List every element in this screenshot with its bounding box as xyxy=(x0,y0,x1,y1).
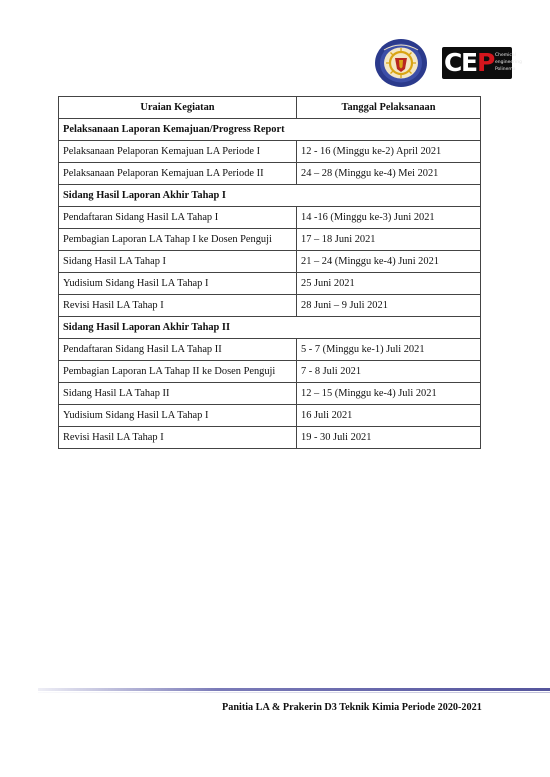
activity-cell: Pembagian Laporan LA Tahap I ke Dosen Penguji xyxy=(59,229,297,251)
date-cell: 7 - 8 Juli 2021 xyxy=(297,361,481,383)
header-date: Tanggal Pelaksanaan xyxy=(297,97,481,119)
date-cell: 5 - 7 (Minggu ke-1) Juli 2021 xyxy=(297,339,481,361)
activity-cell: Pelaksanaan Pelaporan Kemajuan LA Periode I xyxy=(59,141,297,163)
header-activity: Uraian Kegiatan xyxy=(59,97,297,119)
activity-cell: Pendaftaran Sidang Hasil LA Tahap I xyxy=(59,207,297,229)
section-title: Sidang Hasil Laporan Akhir Tahap II xyxy=(59,317,481,339)
cep-letter-e: E xyxy=(461,48,479,77)
schedule-table xyxy=(58,96,481,449)
section-title: Sidang Hasil Laporan Akhir Tahap I xyxy=(59,185,481,207)
table-row xyxy=(59,251,481,273)
table-row xyxy=(59,339,481,361)
activity-cell: Pembagian Laporan LA Tahap II ke Dosen Penguji xyxy=(59,361,297,383)
table-header-row xyxy=(59,97,481,119)
cep-logo xyxy=(442,47,522,79)
date-cell: 24 – 28 (Minggu ke-4) Mei 2021 xyxy=(297,163,481,185)
date-cell: 17 – 18 Juni 2021 xyxy=(297,229,481,251)
activity-cell: Revisi Hasil LA Tahap I xyxy=(59,427,297,449)
activity-cell: Pelaksanaan Pelaporan Kemajuan LA Periode II xyxy=(59,163,297,185)
university-seal-icon xyxy=(370,38,432,88)
activity-cell: Yudisium Sidang Hasil LA Tahap I xyxy=(59,405,297,427)
cep-tagline xyxy=(495,52,522,73)
activity-cell: Yudisium Sidang Hasil LA Tahap I xyxy=(59,273,297,295)
section-title: Pelaksanaan Laporan Kemajuan/Progress Report xyxy=(59,119,481,141)
table-row xyxy=(59,383,481,405)
table-row xyxy=(59,141,481,163)
date-cell: 28 Juni – 9 Juli 2021 xyxy=(297,295,481,317)
header-logos xyxy=(370,38,522,88)
date-cell: 14 -16 (Minggu ke-3) Juni 2021 xyxy=(297,207,481,229)
cep-letter-c: C xyxy=(444,48,463,77)
activity-cell: Sidang Hasil LA Tahap II xyxy=(59,383,297,405)
date-cell: 21 – 24 (Minggu ke-4) Juni 2021 xyxy=(297,251,481,273)
footer-divider xyxy=(38,688,550,691)
table-row xyxy=(59,295,481,317)
table-row xyxy=(59,207,481,229)
cep-tagline-line: Chemical xyxy=(495,53,516,58)
table-row xyxy=(59,361,481,383)
date-cell: 12 - 16 (Minggu ke-2) April 2021 xyxy=(297,141,481,163)
footer-divider-shadow xyxy=(38,692,550,693)
table-row xyxy=(59,405,481,427)
date-cell: 16 Juli 2021 xyxy=(297,405,481,427)
activity-cell: Sidang Hasil LA Tahap I xyxy=(59,251,297,273)
date-cell: 25 Juni 2021 xyxy=(297,273,481,295)
activity-cell: Revisi Hasil LA Tahap I xyxy=(59,295,297,317)
cep-tagline-line: Polinema xyxy=(495,67,516,72)
section-row xyxy=(59,185,481,207)
table-row xyxy=(59,273,481,295)
date-cell: 12 – 15 (Minggu ke-4) Juli 2021 xyxy=(297,383,481,405)
schedule-body xyxy=(59,119,481,449)
date-cell: 19 - 30 Juli 2021 xyxy=(297,427,481,449)
cep-letter-p: P xyxy=(477,48,496,77)
section-row xyxy=(59,317,481,339)
table-row xyxy=(59,229,481,251)
section-row xyxy=(59,119,481,141)
table-row xyxy=(59,427,481,449)
table-row xyxy=(59,163,481,185)
cep-tagline-line: engineering xyxy=(495,60,522,65)
activity-cell: Pendaftaran Sidang Hasil LA Tahap II xyxy=(59,339,297,361)
footer-text: Panitia LA & Prakerin D3 Teknik Kimia Periode 2020-2021 xyxy=(222,702,482,713)
